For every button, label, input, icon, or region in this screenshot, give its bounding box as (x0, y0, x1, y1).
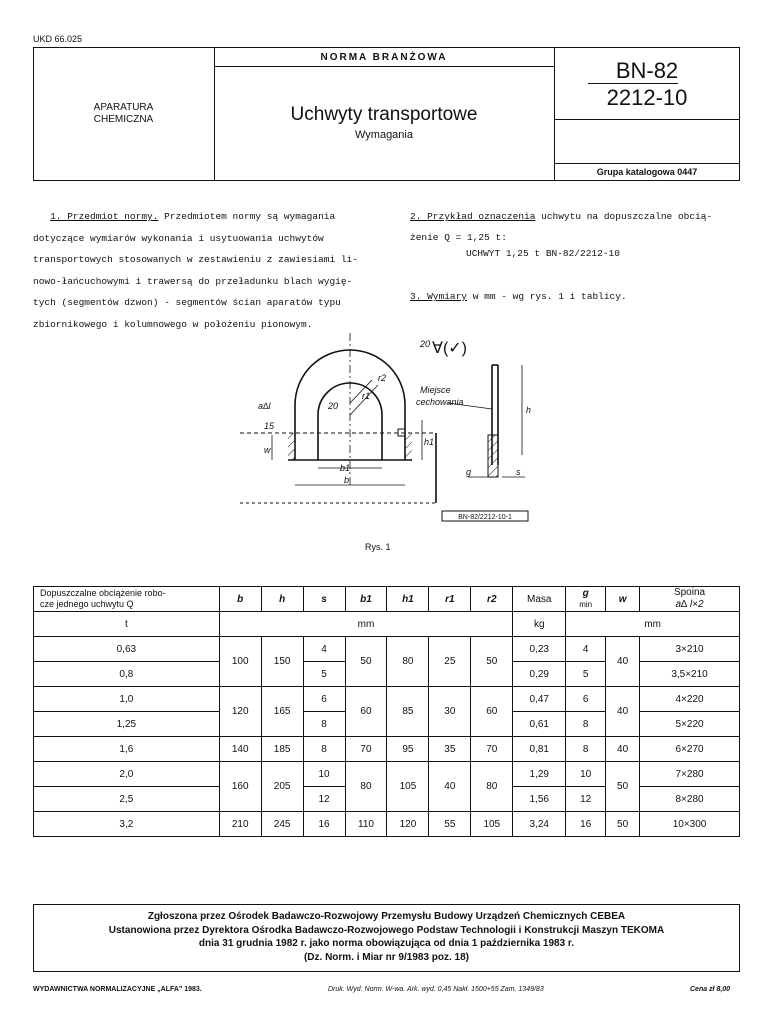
table-row (34, 762, 740, 787)
table-cell: 245 (261, 812, 303, 837)
table-cell: 0,61 (513, 712, 566, 737)
table-cell: 40 (606, 637, 640, 687)
table-cell: 8 (303, 712, 345, 737)
section-3 (410, 291, 627, 302)
page-subtitle: Wymagania (355, 129, 413, 141)
approval-line: Ustanowiona przez Dyrektora Ośrodka Badawczo-Rozwojowego Podstaw Technologii i Konstrukcji Maszyn TEKOMA (108, 924, 665, 936)
table-cell: 1,25 (34, 712, 220, 737)
table-cell: 16 (303, 812, 345, 837)
table-cell: 50 (345, 637, 387, 687)
table-cell: 8 (566, 712, 606, 737)
section-3-text: w mm - wg rys. 1 i tablicy. (472, 291, 627, 302)
dim-s: s (516, 467, 521, 477)
table-cell: 0,47 (513, 687, 566, 712)
dim-h: h (526, 405, 532, 415)
marking-label: Miejsce (420, 385, 451, 395)
header-load: Dopuszczalne obciążenie robo- cze jednego uchwytu Q (34, 587, 220, 612)
table-cell: 80 (471, 762, 513, 812)
unit-mm: mm (219, 612, 513, 637)
dim-h1: h1 (424, 437, 435, 447)
publisher: WYDAWNICTWA NORMALIZACYJNE „ALFA" 1983. (33, 986, 202, 993)
catalog-group: Grupa katalogowa 0447 (596, 167, 698, 177)
norma-label: NORMA BRANŻOWA (320, 52, 448, 63)
table-row (34, 737, 740, 762)
table-cell: 105 (387, 762, 429, 812)
weld-label: a∆l (258, 401, 271, 411)
header-r1: r1 (429, 587, 471, 612)
table-cell: 50 (606, 812, 640, 837)
table-row (34, 687, 740, 712)
table-cell: 4×220 (640, 687, 740, 712)
table-cell: 50 (606, 762, 640, 812)
header-r2: r2 (471, 587, 513, 612)
table-cell: 3,24 (513, 812, 566, 837)
table-cell: 30 (429, 687, 471, 737)
section-1-heading: 1. Przedmiot normy. (50, 211, 159, 222)
dim-b: b (344, 475, 350, 485)
table-cell: 120 (387, 812, 429, 837)
table-cell: 100 (219, 637, 261, 687)
table-cell: 3,2 (34, 812, 220, 837)
approval-text (33, 910, 740, 964)
table-cell: 140 (219, 737, 261, 762)
figure-caption: Rys. 1 (365, 542, 391, 552)
table-cell: 95 (387, 737, 429, 762)
table-cell: 210 (219, 812, 261, 837)
table-cell: 6×270 (640, 737, 740, 762)
print-info: Druk. Wyd. Norm. W-wa. Ark. wyd. 0,45 Nakł. 1500+55 Zam. 1349/83 (328, 986, 544, 993)
header-divider (554, 119, 740, 120)
section-1-line: transportowych stosowanych w zestawieniu z zawiesiami li- (33, 254, 358, 265)
table-cell: 25 (429, 637, 471, 687)
table-row (34, 812, 740, 837)
page-title: Uchwyty transportowe (290, 104, 478, 125)
table-cell: 85 (387, 687, 429, 737)
section-2-text: żenie Q = 1,25 t: (410, 232, 507, 243)
designation-example: UCHWYT 1,25 t BN-82/2212-10 (466, 248, 620, 259)
table-cell: 105 (471, 812, 513, 837)
table-cell: 6 (303, 687, 345, 712)
table-cell: 60 (345, 687, 387, 737)
table-cell: 2,5 (34, 787, 220, 812)
category-line-1: APARATURA (93, 102, 154, 113)
table-row (34, 637, 740, 662)
approval-line: dnia 31 grudnia 1982 r. jako norma obowiązująca od dnia 1 października 1983 r. (198, 938, 575, 949)
header-masa: Masa (513, 587, 566, 612)
table-cell: 110 (345, 812, 387, 837)
table-cell: 0,63 (34, 637, 220, 662)
table-cell: 0,81 (513, 737, 566, 762)
bn-underline (588, 83, 678, 84)
table-header-row (34, 587, 740, 612)
table-cell: 50 (471, 637, 513, 687)
category-line-2: CHEMICZNA (93, 114, 154, 125)
table-cell: 185 (261, 737, 303, 762)
section-2 (410, 206, 712, 264)
drawing-stamp: BN-82/2212-10-1 (458, 514, 512, 521)
price: Cena zł 8,00 (690, 986, 731, 993)
header-spoina: Spoina a∆ l×2 (640, 587, 740, 612)
table-cell: 12 (566, 787, 606, 812)
table-cell: 3,5×210 (640, 662, 740, 687)
spec-table (33, 586, 740, 837)
table-cell: 5 (566, 662, 606, 687)
header-h: h (261, 587, 303, 612)
header-b: b (219, 587, 261, 612)
section-1-line: zbiornikowego i kolumnowego w położeniu pionowym. (33, 318, 313, 330)
table-cell: 4 (303, 637, 345, 662)
udk-code: UKD 66.025 (33, 34, 83, 44)
header-divider (554, 163, 740, 164)
approval-line: Zgłoszona przez Ośrodek Badawczo-Rozwojowy Przemysłu Budowy Urządzeń Chemicznych CEBEA (147, 911, 626, 922)
roughness-value: 20 (420, 339, 431, 349)
bn-code: BN-82 (615, 58, 679, 83)
header-divider (214, 66, 554, 67)
table-cell: 120 (219, 687, 261, 737)
table-cell: 55 (429, 812, 471, 837)
table-cell: 8 (303, 737, 345, 762)
table-cell: 160 (219, 762, 261, 812)
dim-15: 15 (264, 421, 275, 431)
dim-g: g (466, 467, 472, 477)
roughness-symbol: ∀(✓) (432, 340, 468, 357)
marking-label: cechowania (416, 397, 464, 407)
table-cell: 1,29 (513, 762, 566, 787)
figure-drawing (240, 325, 540, 525)
section-3-heading: 3. Wymiary (410, 291, 468, 302)
table-cell: 8×280 (640, 787, 740, 812)
dim-20: 20 (328, 401, 339, 411)
table-cell: 35 (429, 737, 471, 762)
table-cell: 5 (303, 662, 345, 687)
table-cell: 0,23 (513, 637, 566, 662)
table-cell: 2,0 (34, 762, 220, 787)
table-cell: 16 (566, 812, 606, 837)
table-cell: 70 (345, 737, 387, 762)
section-1-line: nowo-łańcuchowymi i trawersą do przeładunku blach wygię- (33, 275, 353, 287)
dim-w: w (264, 445, 271, 455)
header-s: s (303, 587, 345, 612)
table-cell: 165 (261, 687, 303, 737)
table-cell: 3×210 (640, 637, 740, 662)
header-g: g min (566, 587, 606, 612)
table-cell: 6 (566, 687, 606, 712)
table-cell: 205 (261, 762, 303, 812)
unit-mm-2: mm (566, 612, 740, 637)
table-cell: 1,56 (513, 787, 566, 812)
table-cell: 8 (566, 737, 606, 762)
table-cell: 10 (566, 762, 606, 787)
table-cell: 40 (429, 762, 471, 812)
table-cell: 80 (387, 637, 429, 687)
table-cell: 10 (303, 762, 345, 787)
section-1-line: Przedmiotem normy są wymagania (164, 211, 336, 222)
table-cell: 12 (303, 787, 345, 812)
table-cell: 80 (345, 762, 387, 812)
section-1 (33, 206, 358, 335)
table-cell: 40 (606, 737, 640, 762)
header-h1: h1 (387, 587, 429, 612)
table-units-row (34, 612, 740, 637)
table-cell: 1,6 (34, 737, 220, 762)
table-cell: 10×300 (640, 812, 740, 837)
table-cell: 60 (471, 687, 513, 737)
approval-line: (Dz. Norm. i Miar nr 9/1983 poz. 18) (303, 951, 470, 963)
table-cell: 7×280 (640, 762, 740, 787)
section-2-text: uchwytu na dopuszczalne obcią- (541, 211, 713, 222)
table-cell: 70 (471, 737, 513, 762)
table-cell: 0,29 (513, 662, 566, 687)
table-cell: 150 (261, 637, 303, 687)
dim-r1: r1 (362, 391, 371, 401)
table-cell: 1,0 (34, 687, 220, 712)
table-cell: 5×220 (640, 712, 740, 737)
unit-kg: kg (513, 612, 566, 637)
header-w: w (606, 587, 640, 612)
section-1-line: dotyczące wymiarów wykonania i usytuowania uchwytów (33, 232, 324, 244)
unit-t: t (34, 612, 220, 637)
table-cell: 4 (566, 637, 606, 662)
dim-r2: r2 (378, 373, 387, 383)
section-1-line: tych (segmentów dzwon) - segmentów ścian aparatów typu (33, 297, 341, 308)
section-2-heading: 2. Przykład oznaczenia (410, 211, 536, 222)
table-cell: 40 (606, 687, 640, 737)
dim-b1: b1 (340, 463, 351, 473)
bn-number: 2212-10 (606, 85, 688, 110)
header-b1: b1 (345, 587, 387, 612)
table-cell: 0,8 (34, 662, 220, 687)
